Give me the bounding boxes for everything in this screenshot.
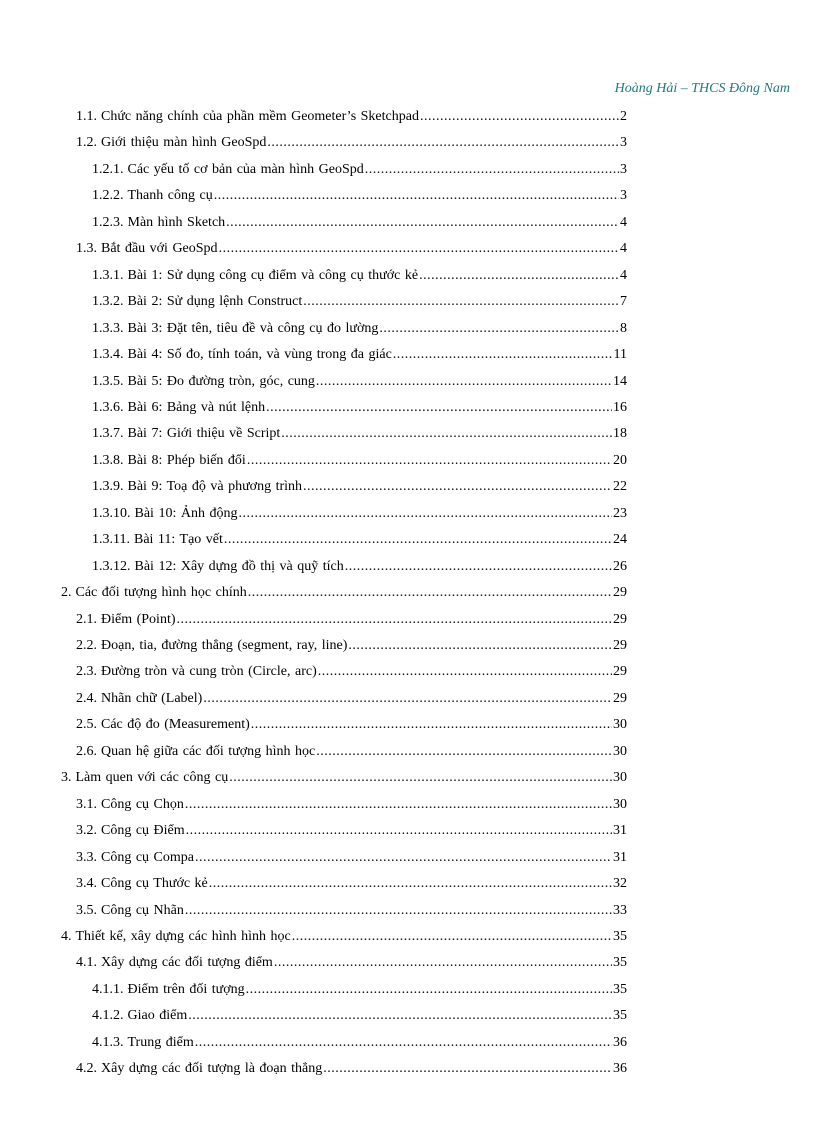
toc-dot-leader	[303, 476, 612, 498]
toc-dot-leader	[203, 688, 612, 710]
toc-entry-page: 30	[613, 770, 627, 786]
toc-entry-number: 4.1.2.	[92, 1008, 124, 1024]
toc-entry-title: Bài 8: Phép biến đổi	[127, 452, 246, 468]
toc-entry[interactable]	[61, 926, 627, 948]
toc-entry[interactable]	[76, 794, 627, 816]
toc-entry-title: Bài 6: Bảng và nút lệnh	[127, 399, 266, 415]
toc-dot-leader	[248, 582, 612, 604]
toc-entry[interactable]	[92, 423, 627, 445]
toc-entry-number: 2.4.	[76, 690, 97, 706]
toc-entry-number: 1.2.2.	[92, 188, 124, 204]
toc-entry-title: Công cụ Chọn	[101, 796, 184, 812]
toc-dot-leader	[238, 503, 612, 525]
toc-entry-number: 1.2.1.	[92, 161, 124, 177]
toc-entry[interactable]	[76, 609, 627, 631]
toc-entry-number: 1.2.3.	[92, 214, 124, 230]
toc-entry-page: 35	[613, 1008, 627, 1024]
toc-entry[interactable]	[92, 450, 627, 472]
toc-dot-leader	[316, 371, 612, 393]
toc-entry-title: Bài 1: Sử dụng công cụ điểm và công cụ thước kẻ	[127, 267, 419, 283]
toc-entry[interactable]	[92, 291, 627, 313]
toc-entry[interactable]	[92, 979, 627, 1001]
toc-entry-title: Bài 5: Đo đường tròn, góc, cung	[127, 373, 315, 389]
toc-entry[interactable]	[76, 820, 627, 842]
toc-entry-title: Bắt đầu với GeoSpd	[101, 241, 218, 257]
toc-dot-leader	[267, 132, 619, 154]
toc-dot-leader	[379, 318, 619, 340]
toc-entry-title: Các độ đo (Measurement)	[101, 717, 250, 733]
toc-entry-page: 32	[613, 876, 627, 892]
toc-entry-number: 1.3.12.	[92, 558, 131, 574]
toc-dot-leader	[345, 556, 612, 578]
toc-entry-title: Chức năng chính của phần mềm Geometer’s Sketchpad	[101, 109, 419, 124]
toc-dot-leader	[186, 820, 612, 842]
toc-entry-page: 24	[613, 532, 627, 548]
toc-entry-page: 29	[613, 690, 627, 706]
toc-entry-page: 14	[613, 373, 627, 389]
toc-entry-number: 3.1.	[76, 796, 97, 812]
toc-entry-page: 36	[613, 1034, 627, 1050]
toc-dot-leader	[195, 1032, 612, 1054]
toc-entry-page: 30	[613, 796, 627, 812]
toc-entry-page: 11	[613, 347, 627, 363]
header-author: Hoàng Hải – THCS Đông Nam	[614, 81, 790, 96]
toc-entry-title: Màn hình Sketch	[127, 214, 226, 230]
toc-entry-page: 16	[613, 399, 627, 415]
toc-entry-number: 4.1.3.	[92, 1034, 124, 1050]
toc-entry[interactable]	[92, 476, 627, 498]
toc-dot-leader	[251, 714, 612, 736]
toc-entry[interactable]	[92, 1005, 627, 1027]
toc-entry-title: Điểm trên đối tượng	[127, 981, 245, 997]
toc-entry-page: 33	[613, 902, 627, 918]
toc-entry[interactable]	[92, 318, 627, 340]
toc-entry[interactable]	[76, 1058, 627, 1080]
toc-dot-leader	[185, 900, 612, 922]
toc-entry-number: 2.5.	[76, 717, 97, 733]
toc-entry-page: 29	[613, 611, 627, 627]
toc-entry-number: 1.3.11.	[92, 532, 130, 548]
toc-dot-leader	[247, 450, 612, 472]
toc-entry-title: Công cụ Compa	[101, 849, 194, 865]
toc-dot-leader	[318, 661, 612, 683]
toc-entry[interactable]	[92, 159, 627, 181]
toc-entry-page: 30	[613, 717, 627, 733]
toc-entry-title: Bài 3: Đặt tên, tiêu đề và công cụ đo lường	[127, 320, 379, 336]
toc-dot-leader	[348, 635, 612, 657]
toc-entry[interactable]	[61, 767, 627, 789]
toc-entry-number: 1.3.8.	[92, 452, 124, 468]
toc-entry-title: Bài 7: Giới thiệu về Script	[127, 426, 281, 442]
toc-dot-leader	[224, 529, 612, 551]
toc-entry-number: 4.	[61, 928, 72, 944]
toc-entry-number: 1.3.5.	[92, 373, 124, 389]
toc-entry-page: 26	[613, 558, 627, 574]
toc-entry-page: 29	[613, 664, 627, 680]
toc-entry-number: 3.	[61, 770, 72, 786]
toc-entry-number: 2.1.	[76, 611, 97, 627]
toc-entry-number: 4.1.1.	[92, 981, 124, 997]
toc-entry-title: Công cụ Thước kẻ	[101, 876, 208, 892]
toc-entry-number: 2.2.	[76, 638, 97, 653]
toc-entry[interactable]	[92, 371, 627, 393]
toc-entry-title: Làm quen với các công cụ	[75, 770, 229, 786]
toc-entry-title: Bài 4: Số đo, tính toán, và vùng trong đa giác	[127, 347, 392, 363]
toc-dot-leader	[316, 741, 612, 763]
toc-entry-title: Công cụ Điểm	[101, 823, 185, 839]
toc-entry[interactable]	[92, 1032, 627, 1054]
toc-entry[interactable]	[92, 185, 627, 207]
toc-dot-leader	[420, 106, 619, 128]
toc-entry-number: 1.3.7.	[92, 426, 124, 442]
toc-entry[interactable]	[76, 661, 627, 683]
toc-entry-page: 2	[620, 109, 627, 124]
toc-entry[interactable]	[76, 688, 627, 710]
toc-dot-leader	[185, 794, 612, 816]
toc-entry-page: 8	[620, 320, 627, 336]
toc-entry-page: 22	[613, 479, 627, 495]
toc-entry-page: 7	[620, 294, 627, 310]
toc-entry-page: 29	[613, 638, 627, 653]
toc-entry[interactable]	[76, 106, 627, 128]
toc-entry-title: Các yếu tố cơ bản của màn hình GeoSpd	[127, 161, 364, 177]
toc-entry[interactable]	[92, 265, 627, 287]
toc-entry-number: 1.3.2.	[92, 294, 124, 310]
toc-dot-leader	[226, 212, 619, 234]
toc-entry-page: 35	[613, 981, 627, 997]
toc-entry-number: 4.1.	[76, 955, 97, 971]
toc-entry[interactable]	[76, 900, 627, 922]
toc-entry[interactable]	[76, 238, 627, 260]
toc-entry[interactable]	[76, 635, 627, 657]
toc-entry-title: Giao điểm	[127, 1008, 188, 1024]
toc-dot-leader	[419, 265, 619, 287]
toc-entry[interactable]	[76, 714, 627, 736]
toc-entry-title: Điểm (Point)	[101, 611, 176, 627]
toc-entry[interactable]	[92, 529, 627, 551]
toc-entry-number: 3.5.	[76, 902, 97, 918]
toc-entry-page: 31	[613, 849, 627, 865]
toc-entry-page: 36	[613, 1061, 627, 1077]
toc-dot-leader	[303, 291, 619, 313]
toc-entry-page: 4	[620, 267, 627, 283]
toc-dot-leader	[209, 873, 612, 895]
toc-entry[interactable]	[76, 132, 627, 154]
toc-dot-leader	[219, 238, 619, 260]
toc-entry-page: 18	[613, 426, 627, 442]
toc-entry[interactable]	[92, 503, 627, 525]
toc-entry-number: 3.3.	[76, 849, 97, 865]
toc-entry[interactable]	[61, 582, 627, 604]
toc-entry-title: Công cụ Nhãn	[101, 902, 184, 918]
toc-entry-title: Bài 11: Tạo vết	[133, 532, 223, 548]
toc-entry-title: Bài 2: Sử dụng lệnh Construct	[127, 294, 303, 310]
toc-entry-title: Đường tròn và cung tròn (Circle, arc)	[101, 664, 317, 680]
toc-dot-leader	[177, 609, 613, 631]
toc-entry-number: 3.4.	[76, 876, 97, 892]
toc-entry-title: Bài 10: Ảnh động	[134, 505, 238, 521]
toc-entry-page: 35	[613, 955, 627, 971]
toc-entry-title: Các đối tượng hình học chính	[75, 585, 247, 601]
toc-entry-title: Xây dựng các đối tượng là đoạn thẳng	[101, 1061, 323, 1077]
toc-entry-page: 29	[613, 585, 627, 601]
toc-entry-number: 2.	[61, 585, 72, 601]
toc-entry-title: Giới thiệu màn hình GeoSpd	[101, 135, 267, 151]
toc-entry-number: 3.2.	[76, 823, 97, 839]
toc-entry-page: 20	[613, 452, 627, 468]
toc-entry-page: 4	[620, 214, 627, 230]
toc-entry-page: 23	[613, 505, 627, 521]
toc-dot-leader	[281, 423, 612, 445]
toc-entry-title: Trung điểm	[127, 1034, 194, 1050]
toc-entry-page: 3	[620, 161, 627, 177]
toc-entry-page: 31	[613, 823, 627, 839]
toc-entry-number: 1.3.1.	[92, 267, 124, 283]
toc-entry-number: 4.2.	[76, 1061, 97, 1077]
toc-entry[interactable]	[76, 847, 627, 869]
toc-dot-leader	[393, 344, 613, 366]
toc-entry-number: 1.2.	[76, 135, 97, 151]
toc-entry-number: 1.3.4.	[92, 347, 124, 363]
toc-entry[interactable]	[76, 741, 627, 763]
toc-entry[interactable]	[92, 212, 627, 234]
toc-dot-leader	[214, 185, 619, 207]
toc-entry[interactable]	[92, 344, 627, 366]
toc-entry-number: 2.6.	[76, 743, 97, 759]
toc-entry-title: Bài 12: Xây dựng đồ thị và quỹ tích	[134, 558, 344, 574]
toc-dot-leader	[292, 926, 612, 948]
toc-entry-page: 35	[613, 928, 627, 944]
toc-entry-title: Nhãn chữ (Label)	[101, 690, 203, 706]
toc-entry-number: 1.3.	[76, 241, 97, 257]
toc-entry-number: 1.1.	[76, 109, 97, 124]
toc-dot-leader	[229, 767, 612, 789]
toc-dot-leader	[274, 952, 612, 974]
toc-dot-leader	[195, 847, 612, 869]
toc-entry[interactable]	[76, 873, 627, 895]
toc-entry-title: Bài 9: Toạ độ và phương trình	[127, 479, 303, 495]
toc-entry-title: Xây dựng các đối tượng điểm	[101, 955, 273, 971]
toc-dot-leader	[266, 397, 612, 419]
toc-entry[interactable]	[76, 952, 627, 974]
toc-entry-page: 3	[620, 188, 627, 204]
toc-entry-title: Quan hệ giữa các đối tượng hình học	[101, 743, 316, 759]
toc-entry-number: 1.3.6.	[92, 399, 124, 415]
toc-entry-number: 1.3.3.	[92, 320, 124, 336]
toc-entry-number: 1.3.9.	[92, 479, 124, 495]
toc-entry-number: 1.3.10.	[92, 505, 131, 521]
toc-entry-title: Thanh công cụ	[127, 188, 213, 204]
toc-dot-leader	[188, 1005, 612, 1027]
toc-entry[interactable]	[92, 556, 627, 578]
toc-dot-leader	[365, 159, 619, 181]
toc-entry-number: 2.3.	[76, 664, 97, 680]
toc-dot-leader	[323, 1058, 612, 1080]
toc-entry[interactable]	[92, 397, 627, 419]
toc-entry-page: 3	[620, 135, 627, 151]
toc-entry-page: 30	[613, 743, 627, 759]
toc-entry-title: Đoạn, tia, đường thẳng (segment, ray, line)	[101, 638, 348, 653]
toc-dot-leader	[246, 979, 612, 1001]
toc-entry-page: 4	[620, 241, 627, 257]
toc-entry-title: Thiết kế, xây dựng các hình hình học	[75, 928, 291, 944]
